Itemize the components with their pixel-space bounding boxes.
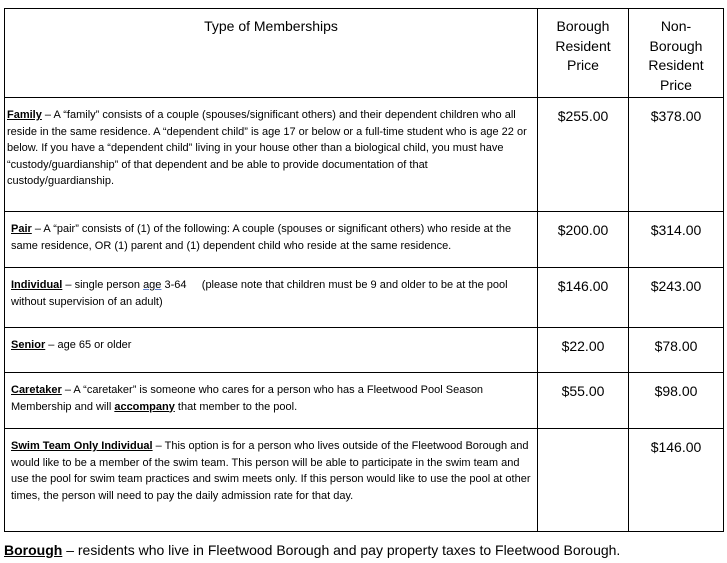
pair-name: Pair: [11, 223, 32, 235]
family-resident-price: $255.00: [538, 98, 629, 212]
nonresident-header-line-4: Price: [660, 76, 692, 93]
individual-nonresident-price: $243.00: [629, 268, 724, 328]
pair-description: [5, 212, 538, 268]
table-row-swim-team: [5, 429, 724, 532]
footnote-term: Borough: [4, 542, 63, 558]
table-row-individual: [5, 268, 724, 328]
individual-description: [5, 268, 538, 328]
pair-text: – A “pair” consists of (1) of the following: A couple (spouses or significant others) who reside at the same residence, OR (1) parent and (1) dependent child who reside at the same residence.: [11, 223, 512, 252]
resident-header-line-1: Borough: [556, 18, 610, 34]
swim-team-nonresident-price: $146.00: [629, 429, 724, 532]
type-header-label: Type of Memberships: [204, 18, 338, 34]
family-text: – A “family” consists of a couple (spouses/significant others) and their dependent children who all reside in the same residence. A “dependent child” is age 17 or below or a full-time student who is age 22 or below. If you have a “dependent child” living in your house other than a biological child, you must have “custody/guardianship” of that dependent and be able to provide documentation of that custody/guardianship.: [7, 109, 527, 187]
caretaker-description: [5, 373, 538, 429]
resident-price-header: [538, 9, 629, 98]
caretaker-nonresident-price: $98.00: [629, 373, 724, 429]
swim-team-name: Swim Team Only Individual: [11, 440, 153, 452]
individual-resident-price: $146.00: [538, 268, 629, 328]
table-row-family: [5, 98, 724, 212]
senior-description: [5, 328, 538, 373]
membership-table: [4, 8, 724, 532]
table-row-caretaker: [5, 373, 724, 429]
individual-text-pre: – single person: [62, 279, 144, 291]
nonresident-header-line-2: Borough: [649, 37, 703, 54]
senior-nonresident-price: $78.00: [629, 328, 724, 373]
swim-team-description: [5, 429, 538, 532]
family-name: Family: [7, 109, 42, 121]
resident-header-line-3: Price: [567, 57, 599, 73]
swim-team-resident-price: [538, 429, 629, 532]
senior-text: – age 65 or older: [45, 339, 132, 351]
nonresident-header-line-3: Resident: [648, 57, 704, 73]
swim-team-text: – This option is for a person who lives outside of the Fleetwood Borough and would like to be a member of the swim team. This person will be able to participate in the swim team and use the pool for swim team practices and swim meets only. If this person would like to use the pool at other times, the person will need to pay the daily admission rate for that day.: [11, 440, 531, 502]
table-row-senior: [5, 328, 724, 373]
individual-text-post: 3-64 (please note that children must be 9 and older to be at the pool without supervision of an adult): [11, 279, 511, 308]
caretaker-accompany-word: accompany: [114, 400, 175, 413]
individual-age-word: age: [143, 279, 162, 291]
pair-resident-price: $200.00: [538, 212, 629, 268]
header-row: [5, 9, 724, 98]
family-nonresident-price: $378.00: [629, 98, 724, 212]
nonresident-price-header: [629, 9, 724, 98]
resident-header-line-2: Resident: [555, 37, 611, 54]
footnote-text: – residents who live in Fleetwood Borough and pay property taxes to Fleetwood Borough.: [62, 542, 621, 558]
caretaker-text-pre: – A “caretaker” is someone who cares for a person who has a Fleetwood Pool Season Membership and will: [11, 384, 484, 413]
family-description: [5, 98, 538, 212]
caretaker-name: Caretaker: [11, 384, 62, 396]
senior-resident-price: $22.00: [538, 328, 629, 373]
caretaker-text-post: that member to the pool.: [174, 400, 298, 413]
pair-nonresident-price: $314.00: [629, 212, 724, 268]
senior-name: Senior: [11, 339, 46, 351]
individual-name: Individual: [11, 279, 63, 291]
table-row-pair: [5, 212, 724, 268]
borough-footnote: [4, 542, 620, 558]
type-of-memberships-header: [5, 9, 538, 98]
nonresident-header-line-1: Non-: [660, 18, 692, 34]
caretaker-resident-price: $55.00: [538, 373, 629, 429]
